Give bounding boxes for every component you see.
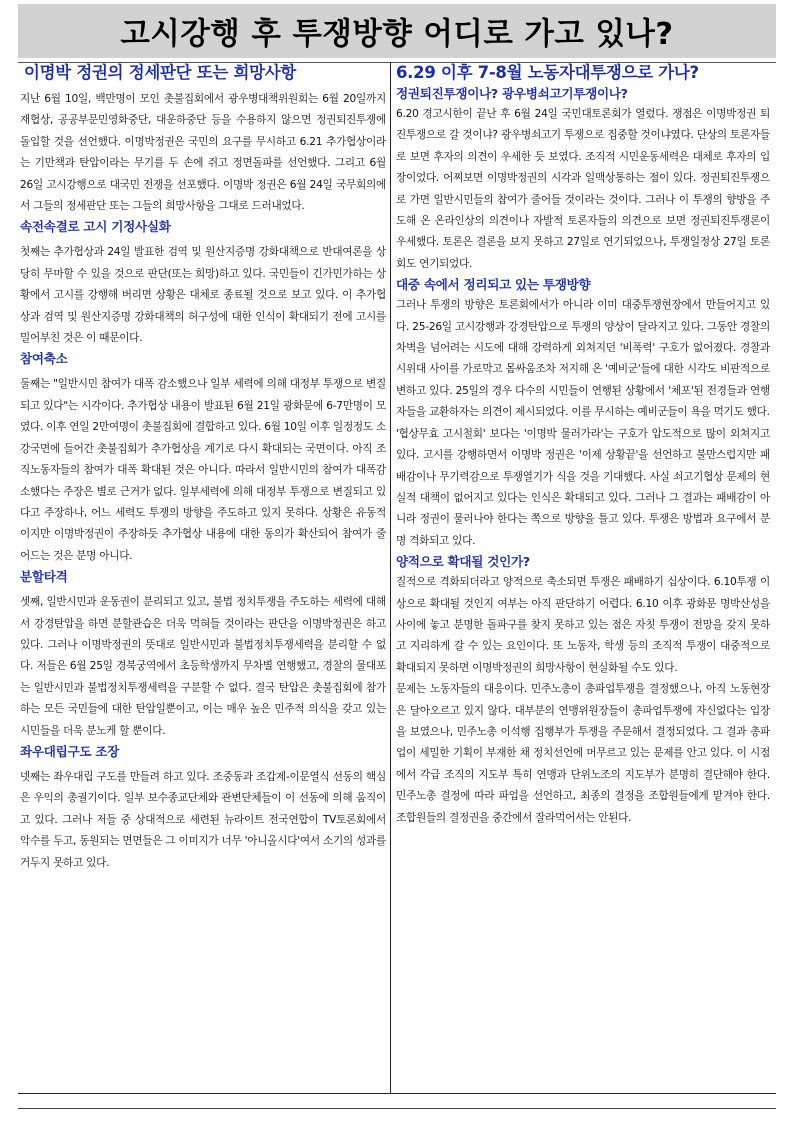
section-paragraph: '협상무효 고시철회' 보다는 '이명박 물러가라'는 구호가 압도적으로 많이 외쳐지고 있다. 고시를 강행하면서 이명박 정권은 '이제 상황끝'을 선언하고 불만스럽지만 패배감이나 무기력감으로 투쟁열기가 식을 것을 기대했다. 사실 쇠고기협상 문제의 현실적 대책이 없어지고 있다는 인식은 확대되고 있다. 그러나 그 결과는 패배감이 아니라 정권이 물러나야 한다는 쪽으로 방향을 틀고 있다. 투쟁은 방법과 요구에서 분명 격화되고 있다. [396,427,770,547]
section-paragraph: 문제는 노동자들의 대응이다. 민주노총이 총파업투쟁을 결정했으나, 아직 노동현장은 달아오르고 있지 않다. 대부분의 연맹위원장들이 총파업투쟁에 자신없다는 입장을 보였으나, 민주노총 이석행 집행부가 투쟁을 주문해서 결정되었다. 그 결과 총파업이 세밀한 기획이 부재한 채 정치선언에 머무르고 있는 문제를 안고 있다. 이 시점에서 각급 조직의 지도부 특히 연맹과 단위노조의 지도부가 분명히 결단해야 한다. 민주노총 결정에 따라 파업을 선언하고, 최종의 결정을 조합원들에게 맡겨야 한다. 조합원들의 결정권을 중간에서 잘라먹어서는 안된다. [396,683,770,824]
section-paragraph: 그러나 투쟁의 방향은 토론회에서가 아니라 이미 대중투쟁현장에서 만들어지고 있다. 25-26일 고시강행과 강경탄압으로 투쟁의 양상이 달라지고 있다. 그동안 경찰의 차벽을 넘어려는 시도에 대해 강력하게 외쳐지던 '비폭력' 구호가 없어졌다. 경찰과 시위대 사이를 가로막고 몸싸움조차 저지해 온 '예비군'들에 대한 시각도 비판적으로 변하고 있다. 25일의 경우 다수의 시민들이 연행된 상황에서 '체포'된 전경들과 연행자들을 교환하자는 의견이 제시되었다. 이를 무시하는 예비군들이 욕을 먹기도 했다. [396,299,770,419]
column-divider [390,62,391,1094]
left-column [20,62,386,874]
section-paragraph: 넷째는 좌우대립 구도를 만들려 하고 있다. 조중동과 조갑제-이문열식 선동의 핵심은 우익의 총궐기이다. 일부 보수종교단체와 관변단체들이 이 선동에 의해 움직이고 있다. 그러나 저들 중 상대적으로 세련된 뉴라이트 전국연합이 TV토론회에서 악수를 두고, 동원되는 면면들은 그 이미지가 너무 '아니올시다'여서 소기의 성과를 거두지 못하고 있다. [20,770,386,869]
left-intro-paragraph: 지난 6월 10일, 백만명이 모인 촛불집회에서 광우병대책위원회는 6월 20일까지 재협상, 공공부문민영화중단, 대운하중단 등을 수용하지 않으면 정권퇴진투쟁에 돌입할 것을 선언했다. 이명박정권은 국민의 요구를 무시하고 6.21 추가협상이라는 기만책과 탄압이라는 무기를 두 손에 쥐고 정면돌파를 선언했다. 그리고 6월 26일 고시강행으로 대국민 전쟁을 선포했다. 이명박 정권은 6월 24일 국무회의에서 그들의 정세판단 또는 그들의 희망사항을 그대로 드러내었다. [20,93,386,213]
section-paragraph: 셋째, 일반시민과 운동권이 분리되고 있고, 불법 정치투쟁을 주도하는 세력에 대해서 강경탄압을 하면 분할관습은 더욱 먹혀들 것이라는 판단을 이명박정권은 하고 있다. 그러나 이명박정권의 뜻대로 일반시민과 불법정치투쟁세력을 분리할 수 없다. 저들은 6월 25일 경북궁역에서 초등학생까지 무차별 연행했고, 경찰의 물대포는 일반시민과 불법정치투쟁세력을 구분할 수 없다. 결국 탄압은 촛불집회에 참가하는 모든 국민들에 대한 탄압일뿐이고, 이는 매우 높은 민주적 의식을 갖고 있는 시민들을 더욱 분노케 할 뿐이다. [20,596,386,737]
section-heading: 좌우대립구도 조장 [20,743,120,759]
section-heading: 참여축소 [20,351,68,367]
section-paragraph: 6.20 경고시한이 끝난 후 6월 24일 국민대토론회가 열렸다. 쟁점은 이명박정권 퇴진투쟁으로 갈 것이냐? 광우병쇠고기 투쟁으로 집중할 것이냐였다. 단상의 토론자들로 보면 후자의 의견이 우세한 듯 보였다. 조직적 시민운동세력은 대체로 후자의 입장이었다. 어찌보면 이명박정권의 시각과 일맥상통하는 점이 있다. 정권퇴진투쟁으로 가면 일반시민들의 참여가 줄어들 것이라는 것이다. 그러나 이 투쟁의 향방을 주도해 온 온라인상의 의견이나 자발적 토론자들의 의견으로 보면 정권퇴진투쟁론이 우세했다. 토론은 결론을 보지 못하고 27일로 연기되었으나, 투쟁일정상 27일 토론회도 연기되었다. [396,108,770,270]
section-heading: 정권퇴진투쟁이나? 광우병쇠고기투쟁이나? [396,86,628,101]
section-paragraph: 둘째는 "일반시민 참여가 대폭 감소했으나 일부 세력에 의해 대정부 투쟁으로 변질되고 있다"는 시각이다. 추가협상 내용이 발표된 6월 21일 광화문에 6-7만명이 모였다. 이후 연일 2만여명이 촛불집회에 결합하고 있다. 6월 10일 이후 일정정도 소강국면에 들어간 촛불집회가 추가협상을 계기로 다시 확대되는 국면이다. 아직 조직노동자들의 참여가 대폭 확대된 것은 아니다. 따라서 일반시민의 참여가 대폭감소했다는 주장은 별로 근거가 없다. 일부세력에 의해 대정부 투쟁으로 변질되고 있다고 주장하나, 어느 세력도 투쟁의 방향을 주도하고 있지 못하다. 상황은 유동적이지만 이명박정권이 주장하듯 추가협상 내용에 대한 동의가 확산되어 참여가 줄어드는 것은 분명 아니다. [20,378,386,562]
section-paragraph: 질적으로 격화되더라고 양적으로 축소되면 투쟁은 패배하기 십상이다. 6.10투쟁 이상으로 확대될 것인지 여부는 아직 판단하기 어렵다. 6.10 이후 광화문 명박산성을 사이에 놓고 분명한 돌파구를 찾지 못하고 있는 점은 자칫 투쟁이 전망을 갖지 못하고 지리하게 갈 수 있는 요인이다. 또 노동자, 학생 등의 조직적 투쟁이 대중적으로 확대되지 못하면 이명박정권의 희망사항이 현실화될 수도 있다. [396,576,770,674]
section-heading: 대중 속에서 정리되고 있는 투쟁방향 [396,277,591,293]
page-title: 고시강행 후 투쟁방향 어디로 가고 있나? [120,17,674,52]
section-paragraph: 첫째는 추가협상과 24일 발표한 검역 및 원산지증명 강화대책으로 반대여론을 상당히 무마할 수 있을 것으로 판단(또는 희망)하고 있다. 국민들이 긴가민가하는 상황에서 고시를 강행해 버리면 상황은 대체로 종료될 것으로 보고 있다. 이 추가협상과 검역 및 원산지증명 강화대책의 허구성에 대한 인식이 확대되기 전에 고시를 밀어부친 것은 이 때문이다. [20,246,386,345]
section-heading: 양적으로 확대될 것인가? [396,554,530,570]
right-column-title: 6.29 이후 7-8월 노동자대투쟁으로 가나? [396,63,699,82]
right-column [396,62,770,829]
section-heading: 분할타격 [20,569,68,585]
left-column-title: 이명박 정권의 정세판단 또는 희망사항 [24,63,297,82]
headline-banner [18,4,776,58]
bottom-rule [18,1108,776,1109]
section-heading: 속전속결로 고시 기정사실화 [20,219,171,235]
